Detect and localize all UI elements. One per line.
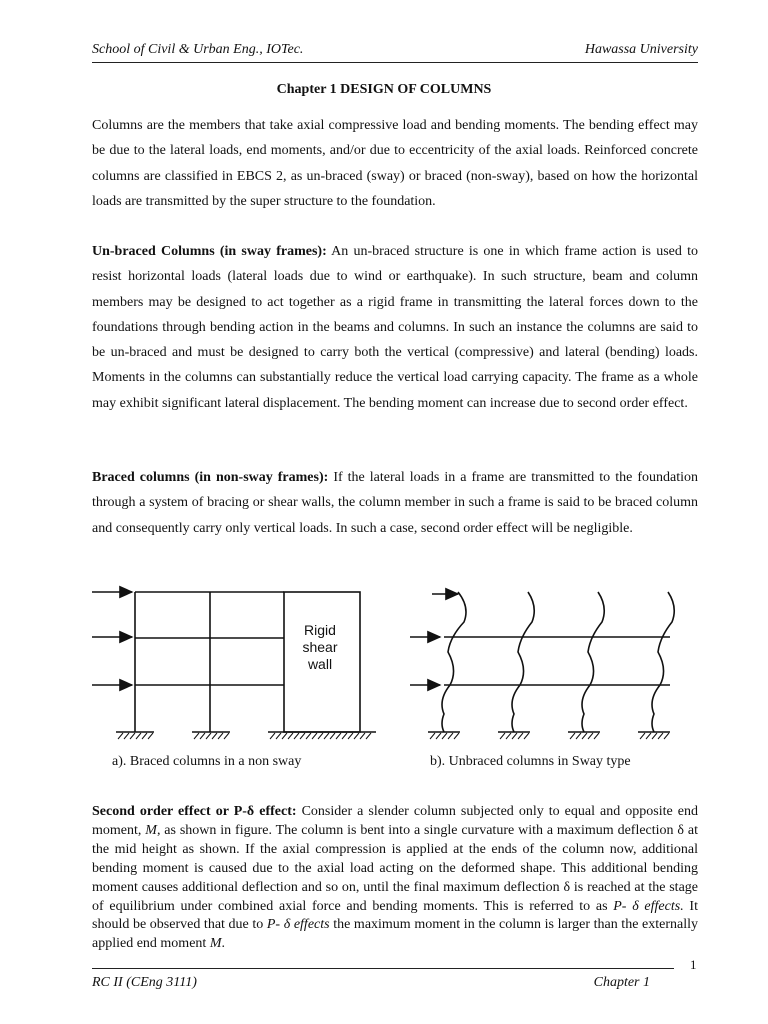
braced-heading: Braced columns (in non-sway frames): <box>92 470 329 485</box>
header-institution: School of Civil & Urban Eng., IOTec. <box>92 42 304 57</box>
p-delta-term: P- δ effects. <box>613 898 684 914</box>
deflected-column <box>512 592 534 732</box>
second-order-paragraph <box>92 803 698 954</box>
ground-hatching <box>118 733 371 739</box>
page-footer <box>92 975 650 991</box>
deflected-column <box>582 592 604 732</box>
deflected-column <box>442 592 466 732</box>
figure-caption-b: b). Unbraced columns in Sway type <box>430 754 631 769</box>
symbol-m: M <box>145 822 157 838</box>
symbol-m: M <box>209 936 222 952</box>
text-run: Consider a slender column subjected only to equal and opposite end moment, <box>92 804 698 838</box>
unbraced-text: An un-braced structure is one in which frame action is used to resist horizontal loads (lateral loads due to wind or earthquake). In such structure, beam and column members may be designed to act together as a rigid frame in transmitting the lateral forces down to the foundations through bending action in the beams and columns. In such an instance the columns are said to be un-braced and must be designed to carry both the vertical (compressive) and lateral (bending) loads. Moments in the columns can substantially reduce the vertical load carrying capacity. The frame as a whole may exhibit significant lateral displacement. The bending moment can increase due to second order effect. <box>92 244 698 411</box>
unbraced-frame-diagram <box>410 592 674 739</box>
p-delta-term: P- δ effects <box>266 917 330 933</box>
chapter-title: Chapter 1 DESIGN OF COLUMNS <box>276 82 492 97</box>
unbraced-paragraph <box>92 239 698 416</box>
text-run: It should be observed that due to <box>92 898 698 933</box>
page-header <box>92 42 698 58</box>
braced-text: If the lateral loads in a frame are transmitted to the foundation through a system of bracing or shear walls, the column member in such a frame is said to be braced column and consequently carry only vertical loads. In such a case, second order effect will be negligible. <box>92 470 698 536</box>
intro-paragraph: Columns are the members that take axial compressive load and bending moments. The bending effect may be due to the lateral loads, end moments, and/or due to eccentricity of the axial loads. Reinforced concrete columns are classified in EBCS 2, as un-braced (sway) or braced (non-sway), based on how the horizontal loads are transmitted by the super structure to the foundation. <box>92 118 698 209</box>
footer-chapter: Chapter 1 <box>593 975 650 990</box>
figure-caption-a: a). Braced columns in a non sway <box>112 754 302 769</box>
braced-frame-diagram <box>92 592 376 739</box>
second-order-heading: Second order effect or P-δ effect: <box>92 804 297 819</box>
wall-label-rigid: Rigid <box>304 622 336 638</box>
text-run: , as shown in figure. The column is bent into a single curvature with a maximum deflection δ at the mid height as shown. If the axial compression is applied at the ends of the column now, additional bending moment is caused due to the axial load acting on the deformed shape. This additional bending moment causes additional deflection and so on, until the final maximum deflection δ is reached at the stage of equilibrium under combined axial force and bending moments. This is referred to as <box>92 822 698 914</box>
unbraced-heading: Un-braced Columns (in sway frames): <box>92 244 327 259</box>
header-university: Hawassa University <box>584 42 698 57</box>
footer-course: RC II (CEng 3111) <box>92 975 197 990</box>
deflected-column <box>652 592 674 732</box>
wall-label-shear: shear <box>302 639 338 655</box>
braced-paragraph <box>92 465 698 541</box>
footer-rule <box>92 968 674 969</box>
text-run: . <box>221 936 225 952</box>
text-run: the maximum moment in the column is larger than the externally applied end moment <box>92 917 699 952</box>
frames-figure <box>92 582 712 750</box>
ground-hatching <box>430 733 669 739</box>
header-rule <box>92 62 698 63</box>
wall-label-wall: wall <box>307 656 333 672</box>
page-number: 1 <box>690 957 697 972</box>
